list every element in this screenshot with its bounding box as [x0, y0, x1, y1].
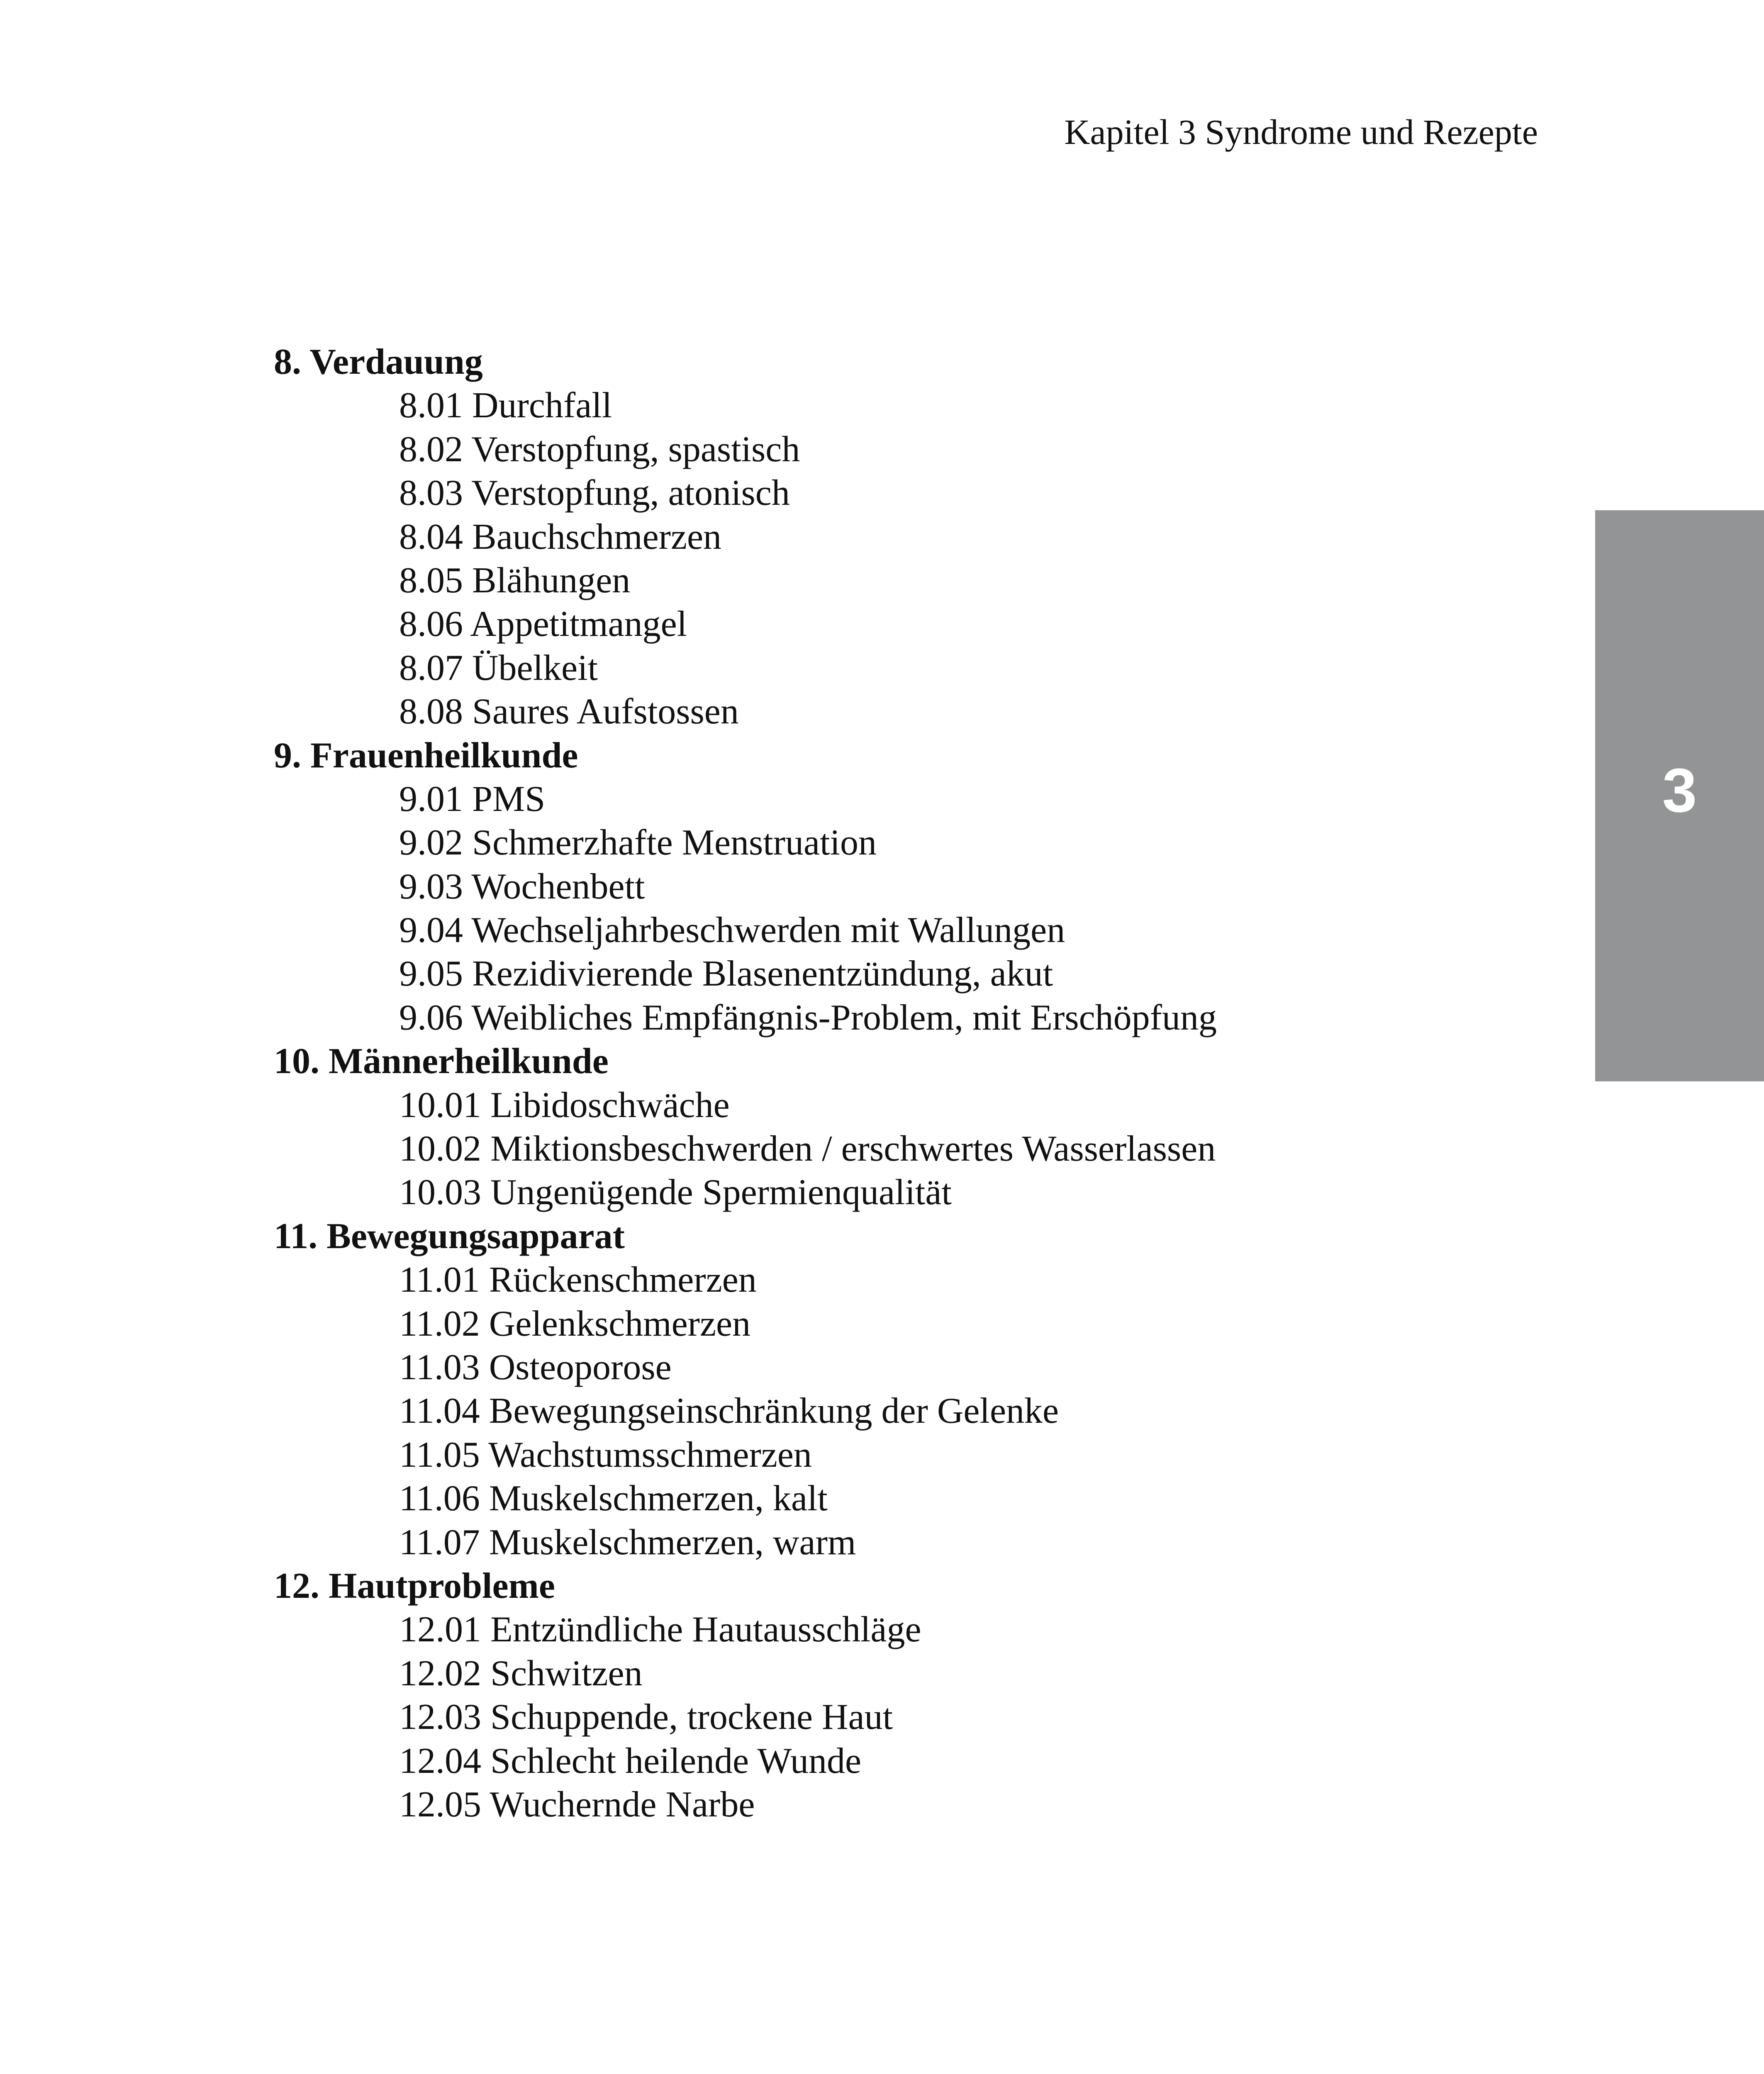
toc-entry: 11.06 Muskelschmerzen, kalt: [399, 1478, 828, 1519]
toc-entry: 8.05 Blähungen: [399, 560, 631, 601]
toc-entry: 9.04 Wechseljahrbeschwerden mit Wallungen: [399, 910, 1065, 951]
toc-entry: 8.04 Bauchschmerzen: [399, 516, 722, 557]
chapter-tab-number: 3: [1662, 755, 1697, 825]
toc-entry: 10.01 Libidoschwäche: [399, 1085, 730, 1125]
section-heading: 9. Frauenheilkunde: [274, 735, 578, 776]
toc-entry: 11.05 Wachstumsschmerzen: [399, 1434, 812, 1475]
toc-section-frauenheilkunde: [274, 734, 1560, 1040]
running-header: Kapitel 3 Syndrome und Rezepte: [1064, 112, 1538, 152]
section-heading: 8. Verdauung: [274, 342, 483, 382]
toc-section-verdauung: [274, 340, 1560, 734]
entry-list: [274, 777, 1560, 1039]
entry-list: [274, 1258, 1560, 1564]
section-heading: 10. Männerheilkunde: [274, 1041, 609, 1082]
toc-entry: 10.03 Ungenügende Spermienqualität: [399, 1172, 952, 1213]
table-of-contents: [274, 340, 1560, 1826]
toc-entry: 12.04 Schlecht heilende Wunde: [399, 1741, 862, 1781]
toc-entry: 8.07 Übelkeit: [399, 648, 598, 688]
entry-list: [274, 1608, 1560, 1826]
toc-section-bewegungsapparat: [274, 1215, 1560, 1564]
entry-list: [274, 1083, 1560, 1215]
toc-entry: 11.04 Bewegungseinschränkung der Gelenke: [399, 1391, 1059, 1431]
entry-list: [274, 384, 1560, 733]
toc-section-maennerheilkunde: [274, 1039, 1560, 1215]
toc-entry: 11.03 Osteoporose: [399, 1347, 672, 1388]
toc-entry: 8.06 Appetitmangel: [399, 604, 687, 645]
toc-entry: 11.01 Rückenschmerzen: [399, 1260, 757, 1300]
toc-entry: 12.02 Schwitzen: [399, 1653, 643, 1694]
toc-entry: 12.05 Wuchernde Narbe: [399, 1784, 755, 1825]
section-heading: 11. Bewegungsapparat: [274, 1216, 625, 1256]
toc-entry: 8.01 Durchfall: [399, 385, 612, 426]
toc-entry: 12.03 Schuppende, trockene Haut: [399, 1697, 893, 1738]
toc-entry: 9.03 Wochenbett: [399, 866, 645, 907]
toc-entry: 8.03 Verstopfung, atonisch: [399, 473, 790, 514]
toc-entry: 11.02 Gelenkschmerzen: [399, 1303, 751, 1344]
toc-entry: 9.06 Weibliches Empfängnis-Problem, mit Erschöpfung: [399, 997, 1217, 1038]
section-heading: 12. Hautprobleme: [274, 1565, 555, 1606]
toc-entry: 10.02 Miktionsbeschwerden / erschwertes Wasserlassen: [399, 1129, 1216, 1169]
toc-entry: 9.05 Rezidivierende Blasenentzündung, akut: [399, 954, 1053, 994]
toc-entry: 9.01 PMS: [399, 779, 546, 819]
toc-entry: 9.02 Schmerzhafte Menstruation: [399, 823, 877, 863]
chapter-thumb-tab: [1595, 510, 1764, 1081]
toc-entry: 8.08 Saures Aufstossen: [399, 691, 739, 732]
toc-entry: 11.07 Muskelschmerzen, warm: [399, 1522, 856, 1563]
toc-section-hautprobleme: [274, 1564, 1560, 1826]
toc-entry: 8.02 Verstopfung, spastisch: [399, 429, 800, 470]
toc-entry: 12.01 Entzündliche Hautausschläge: [399, 1609, 921, 1650]
